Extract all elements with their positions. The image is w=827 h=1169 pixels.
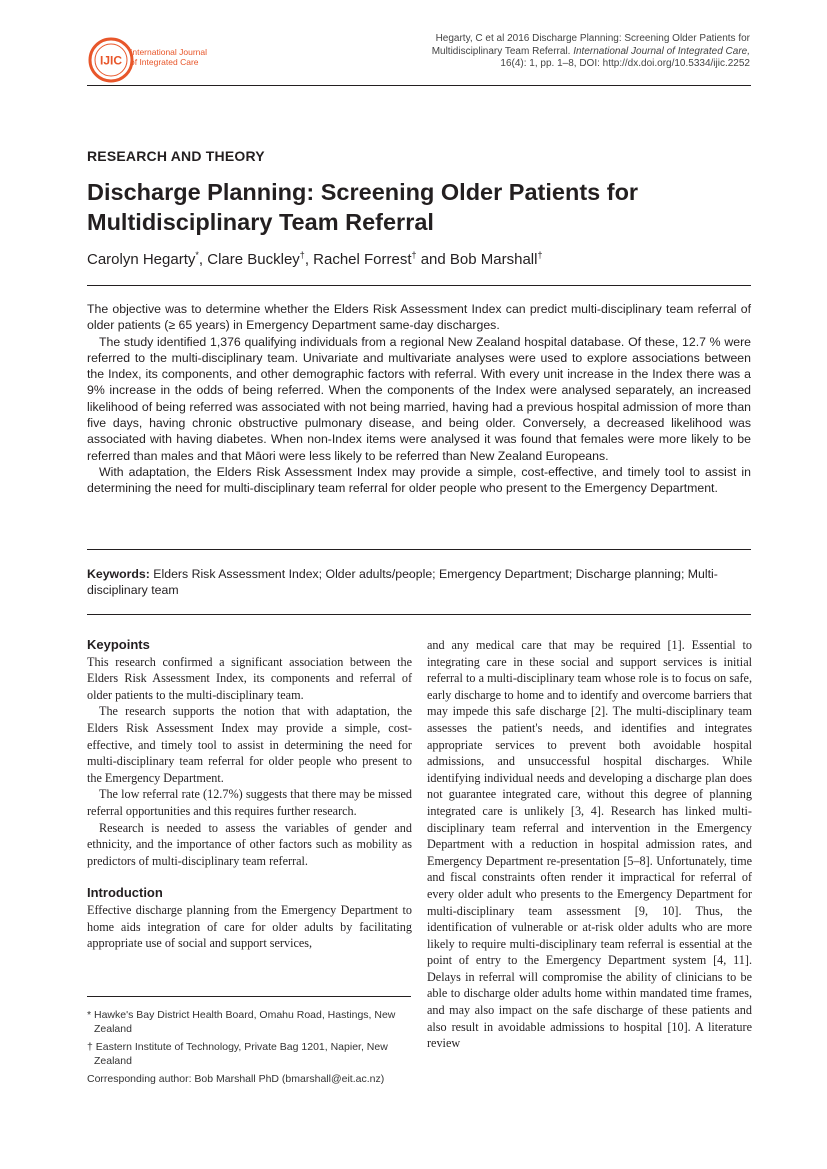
footnote-divider [87, 996, 411, 997]
author-affiliation-mark: † [299, 250, 305, 260]
journal-name-line2: of Integrated Care [130, 57, 199, 67]
author-affiliation-mark: * [195, 250, 199, 260]
section-label: RESEARCH AND THEORY [87, 148, 265, 164]
citation-line3: 16(4): 1, pp. 1–8, DOI: http://dx.doi.org/10.5334/ijic.2252 [500, 58, 750, 69]
citation-line1: Hegarty, C et al 2016 Discharge Planning: Screening Older Patients for [435, 33, 750, 44]
left-column [87, 637, 412, 952]
abstract-paragraph: The objective was to determine whether the Elders Risk Assessment Index can predict multi-disciplinary team referral of older patients (≥ 65 years) in Emergency Department same-day discharges. [87, 302, 751, 333]
introduction-paragraph-continued: and any medical care that may be required [1]. Essential to integrating care in these social and support services is initial referral to a multi-disciplinary team whose role is to focus on safe, early discharge to home and to identify and overcome barriers that may impede this safe discharge [2]. The multi-disciplinary team assesses the patient's needs, and identifies and integrates appropriate services to prevent both avoidable hospital admissions, and unsuccessful hospital discharges. While identifying individual needs and developing a discharge plan does not guarantee integrated care, without this degree of planning integrated care is unlikely [3, 4]. Research has linked multi-disciplinary team referral and intervention in the Emergency Department with a reduction in hospital admission rates, and Emergency Department re-presentation [5–8]. Unfortunately, time and fiscal constraints often render it impractical for referral of every older adult who presents to the Emergency Department for multi-disciplinary team assessment [9, 10]. Thus, the identification of vulnerable or at-risk older adults who are more likely to require multi-disciplinary team referral is essential at the point of entry to the Emergency Department system [4, 11]. Delays in referral will compromise the ability of clinicians to be able to discharge older adults home within mandated time frames, and may also impact on the safe discharge of these patients and also result in avoidable admissions to hospital [10]. A literature review [427, 638, 752, 1051]
abstract-paragraph: With adaptation, the Elders Risk Assessment Index may provide a simple, cost-effective, and timely tool to assist in determining the need for multi-disciplinary team referral for older people who present to the Emergency Department. [87, 464, 751, 496]
author-separator: and [416, 251, 450, 268]
keypoint-paragraph: This research confirmed a significant association between the Elders Risk Assessment Index, its components and referral of older patients to the multi-disciplinary team. [87, 654, 412, 702]
citation-line2-plain: Multidisciplinary Team Referral. [431, 45, 574, 57]
keypoint-paragraph: Research is needed to assess the variables of gender and ethnicity, and the importance of other factors such as mobility as predictors of multi-disciplinary team referral. [87, 820, 412, 868]
footnotes [87, 1009, 411, 1092]
author-separator: , [304, 251, 314, 268]
introduction-heading: Introduction [87, 885, 163, 901]
corresponding-author: Corresponding author: Bob Marshall PhD (bmarshall@eit.ac.nz) [87, 1073, 385, 1085]
footnote-affiliation: † Eastern Institute of Technology, Private Bag 1201, Napier, New Zealand [87, 1041, 388, 1067]
author-list [87, 250, 542, 268]
author-name: Clare Buckley [207, 251, 300, 268]
author-separator: , [198, 251, 208, 268]
citation-line2 [400, 46, 750, 59]
journal-name-line1: International Journal [130, 47, 208, 57]
footnote-affiliation: * Hawke's Bay District Health Board, Omahu Road, Hastings, New Zealand [87, 1009, 396, 1035]
abstract [87, 301, 751, 497]
introduction-paragraph: Effective discharge planning from the Emergency Department to home aids integration of care for older adults by facilitating appropriate use of social and support services, [87, 902, 412, 951]
citation-journal-italic: International Journal of Integrated Care, [573, 45, 750, 57]
citation [400, 33, 750, 71]
author-name: Carolyn Hegarty [87, 251, 196, 268]
author-name: Bob Marshall [449, 251, 538, 268]
journal-logo [87, 36, 135, 84]
abstract-divider [87, 549, 751, 550]
author-name: Rachel Forrest [313, 251, 412, 268]
keypoint-paragraph: The low referral rate (12.7%) suggests that there may be missed referral opportunities and this requires further research. [87, 787, 412, 818]
title-divider [87, 285, 751, 286]
keywords-divider [87, 614, 751, 615]
right-column [427, 637, 752, 1052]
journal-name [130, 47, 207, 67]
abstract-paragraph: The study identified 1,376 qualifying individuals from a regional New Zealand hospital database. Of these, 12.7 % were referred to the multi-disciplinary team. Univariate and multivariate analyses were used to explore associations between the Index, its components, and other demographic factors with referral. With every unit increase in the Index there was a 9% increase in the odds of being referred. When the components of the Index were analysed separately, an increased likelihood of being referred was associated with not being married, having had a previous hospital admission of more than five days, having chronic obstructive pulmonary disease, and being older. Conversely, a decreased likelihood was associated with having diabetes. When non-Index items were analysed it was found that females were more likely to be referred than males and that Māori were less likely to be referred than New Zealand Europeans. [87, 334, 751, 463]
keypoints-heading: Keypoints [87, 637, 150, 652]
keywords-label: Keywords: [87, 567, 150, 581]
keypoint-paragraph: The research supports the notion that with adaptation, the Elders Risk Assessment Index may provide a simple, cost-effective, and timely tool to assist in determining the need for multi-disciplinary team referral for older people who present to the Emergency Department. [87, 704, 412, 785]
author-affiliation-mark: † [411, 250, 417, 260]
article-title: Discharge Planning: Screening Older Patients for Multidisciplinary Team Referral [87, 179, 639, 235]
logo-text: IJIC [99, 53, 123, 68]
keywords [87, 566, 751, 599]
header-divider [87, 85, 751, 86]
keywords-text: Elders Risk Assessment Index; Older adults/people; Emergency Department; Discharge planning; Multi-disciplinary team [87, 567, 718, 598]
author-affiliation-mark: † [537, 250, 543, 260]
